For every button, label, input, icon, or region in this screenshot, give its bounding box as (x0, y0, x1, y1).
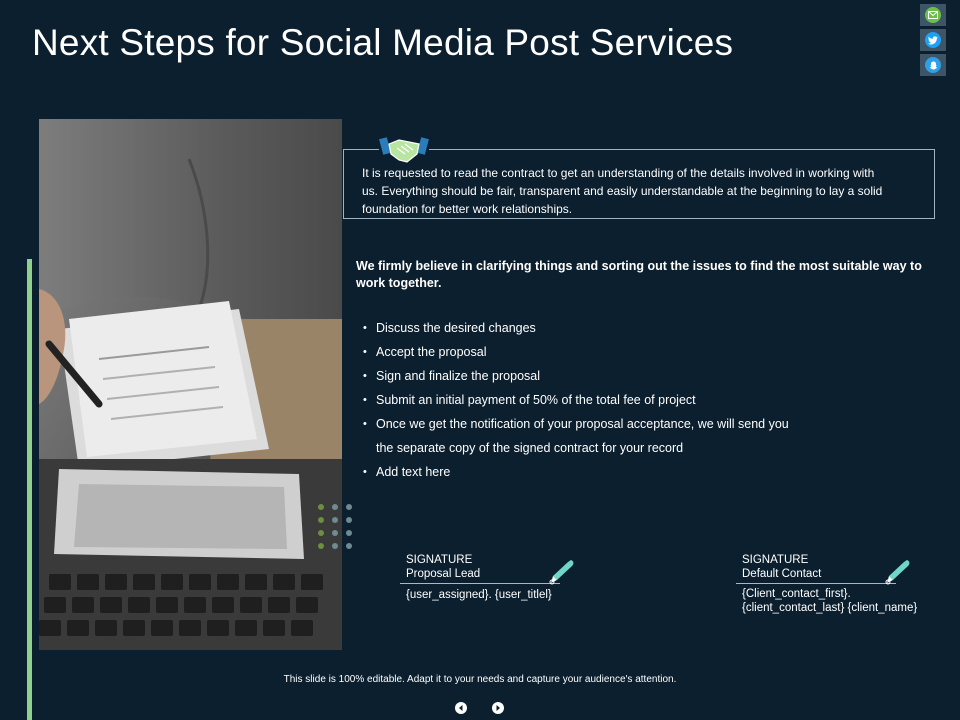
list-item: • Once we get the notification of your proposal acceptance, we will send you (363, 412, 789, 436)
list-item-continuation: the separate copy of the signed contract for your record (376, 441, 684, 455)
list-item: • Submit an initial payment of 50% of the total fee of project (363, 388, 789, 412)
signature-contact-value[interactable] (742, 587, 917, 615)
mail-icon (925, 7, 941, 23)
pen-icon (883, 558, 911, 586)
dot-grid-decoration (318, 504, 352, 549)
snapchat-button[interactable] (920, 54, 946, 76)
previous-slide-button[interactable] (455, 702, 467, 714)
twitter-button[interactable] (920, 29, 946, 51)
signature-lead (406, 553, 480, 581)
signature-lead-value[interactable]: {user_assigned}. {user_titlel} (406, 589, 552, 601)
list-item: • Sign and finalize the proposal (363, 364, 789, 388)
list-item: • Add text here (363, 460, 789, 484)
signature-line (400, 583, 560, 584)
accent-bar (27, 259, 32, 720)
arrow-left-icon (457, 704, 465, 712)
page-title: Next Steps for Social Media Post Services (32, 22, 734, 63)
signature-line (736, 583, 896, 584)
signature-contact (742, 553, 821, 581)
list-item: • Accept the proposal (363, 340, 789, 364)
signature-value-line: {client_contact_last} {client_name} (742, 602, 918, 614)
belief-statement: We firmly believe in clarifying things and sorting out the issues to find the most suitable way to work together. (356, 259, 922, 290)
mail-button[interactable] (920, 4, 946, 26)
next-slide-button[interactable] (492, 702, 504, 714)
contract-photo (39, 119, 342, 650)
list-item: • Discuss the desired changes (363, 316, 789, 340)
twitter-icon (925, 32, 941, 48)
pen-icon (547, 558, 575, 586)
intro-text: It is requested to read the contract to get an understanding of the details involved in working with us. Everything should be fair, transparent and easily understandable at the beginning to lay a solid foundation for better work relationships. (362, 166, 883, 216)
signature-role: Proposal Lead (406, 568, 481, 580)
signature-value-line: {Client_contact_first}. (742, 588, 851, 600)
signature-heading: SIGNATURE (406, 554, 473, 566)
signature-heading: SIGNATURE (742, 554, 809, 566)
social-links (920, 4, 946, 76)
handshake-icon (379, 134, 429, 166)
snapchat-icon (925, 57, 941, 73)
footer-note: This slide is 100% editable. Adapt it to your needs and capture your audience's attention. (283, 674, 677, 685)
arrow-right-icon (494, 704, 502, 712)
signature-role: Default Contact (742, 568, 822, 580)
steps-list (363, 316, 789, 484)
